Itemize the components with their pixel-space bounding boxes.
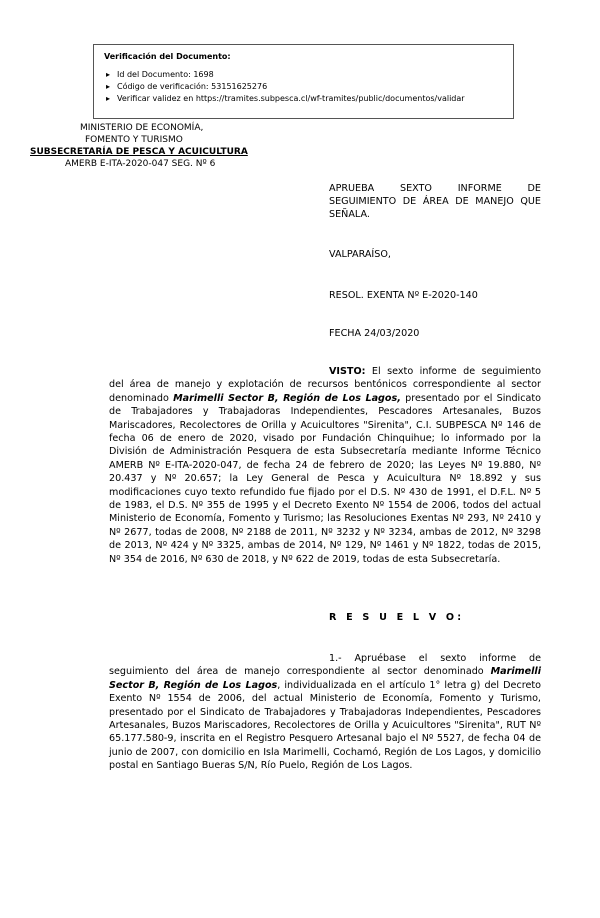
document-subject: APRUEBA SEXTO INFORME DE SEGUIMIENTO DE ÁREA DE MANEJO QUE SEÑALA. (329, 183, 541, 220)
verification-box (93, 44, 514, 119)
point-1-paragraph (109, 652, 541, 773)
subsecretaria-title: SUBSECRETARÍA DE PESCA Y ACUICULTURA (30, 147, 248, 157)
point-1-text-b: , individualizada en el artículo 1° letra g) del Decreto Exento Nº 1554 de 2006, del actual Ministerio de Economía, Fomento y Turismo, presentado por el Sindicato de Trabajadores y Trabajadoras Independientes, Pescadores Artesanales, Buzos Mariscadores, Recolectores de Orilla y Acuicultores "Sirenita", RUT Nº 65.177.580-9, inscrita en el Registro Pesquero Artesanal bajo el Nº 5527, de fecha 04 de junio de 2007, con domicilio en Isla Marimelli, Cochamó, Región de Los Lagos, y domicilio postal en Santiago Bueras S/N, Río Puelo, Región de Los Lagos. (109, 679, 541, 772)
bullet-icon: ▸ (106, 82, 111, 91)
verification-title: Verificación del Documento: (104, 52, 231, 61)
verification-item-link[interactable]: ▸ Verificar validez en https://tramites.subpesca.cl/wf-tramites/public/documentos/validar (106, 94, 465, 103)
visto-text-a: El sexto informe de seguimiento del área de manejo y explotación de recursos bentónicos correspondiente al sector denominado (109, 366, 541, 404)
ministry-header (30, 122, 290, 170)
visto-paragraph (109, 365, 541, 566)
visto-label: VISTO: (329, 366, 366, 377)
document-date: FECHA 24/03/2020 (329, 328, 420, 339)
bullet-icon: ▸ (106, 94, 111, 103)
point-1-sector: Marimelli Sector B, Región de Los Lagos (109, 666, 541, 691)
resuelvo-heading: R E S U E L V O: (329, 612, 465, 623)
resolution-number: RESOL. EXENTA Nº E-2020-140 (329, 290, 478, 301)
verification-list (104, 69, 503, 105)
bullet-icon: ▸ (106, 70, 111, 79)
visto-text-b: presentado por el Sindicato de Trabajadores y Trabajadoras Independientes, Pescadores Artesanales, Buzos Mariscadores, Recolectores de Orilla y Acuicultores "Sirenita", C.I. SUBPESCA Nº 146 de fecha 06 de enero de 2020, visado por Fundación Chinquihue; lo informado por la División de Administración Pesquera de esta Subsecretaría mediante Informe Técnico AMERB Nº E-ITA-2020-047, de fecha 24 de febrero de 2020; las Leyes Nº 19.880, Nº 20.437 y Nº 20.657; la Ley General de Pesca y Acuicultura Nº 18.892 y sus modificaciones cuyo texto refundido fue fijado por el D.S. Nº 430 de 1991, el D.F.L. Nº 5 de 1983, el D.S. Nº 355 de 1995 y el Decreto Exento Nº 1554 de 2006, todos del actual Ministerio de Economía, Fomento y Turismo; las Resoluciones Exentas Nº 293, Nº 2410 y Nº 2677, todas de 2008, Nº 2188 de 2011, Nº 3232 y Nº 3234, ambas de 2012, Nº 3298 de 2013, Nº 424 y Nº 3325, ambas de 2014, Nº 129, Nº 1461 y Nº 1822, todas de 2015, Nº 354 de 2016, Nº 630 de 2018, y Nº 622 de 2019, todas de esta Subsecretaría. (109, 392, 542, 565)
document-city: VALPARAÍSO, (329, 249, 391, 260)
ministry-line1: MINISTERIO DE ECONOMÍA, (80, 123, 204, 133)
visto-sector: Marimelli Sector B, Región de Los Lagos, (173, 392, 401, 404)
ministry-line2: FOMENTO Y TURISMO (85, 135, 183, 145)
reference-number: AMERB E-ITA-2020-047 SEG. Nº 6 (65, 159, 216, 169)
point-1-text-a: 1.- Apruébase el sexto informe de seguimiento del área de manejo correspondiente al sector denominado (109, 653, 541, 678)
verification-item-code: ▸ Código de verificación: 53151625276 (106, 82, 268, 91)
verification-item-id: ▸ Id del Documento: 1698 (106, 70, 214, 79)
